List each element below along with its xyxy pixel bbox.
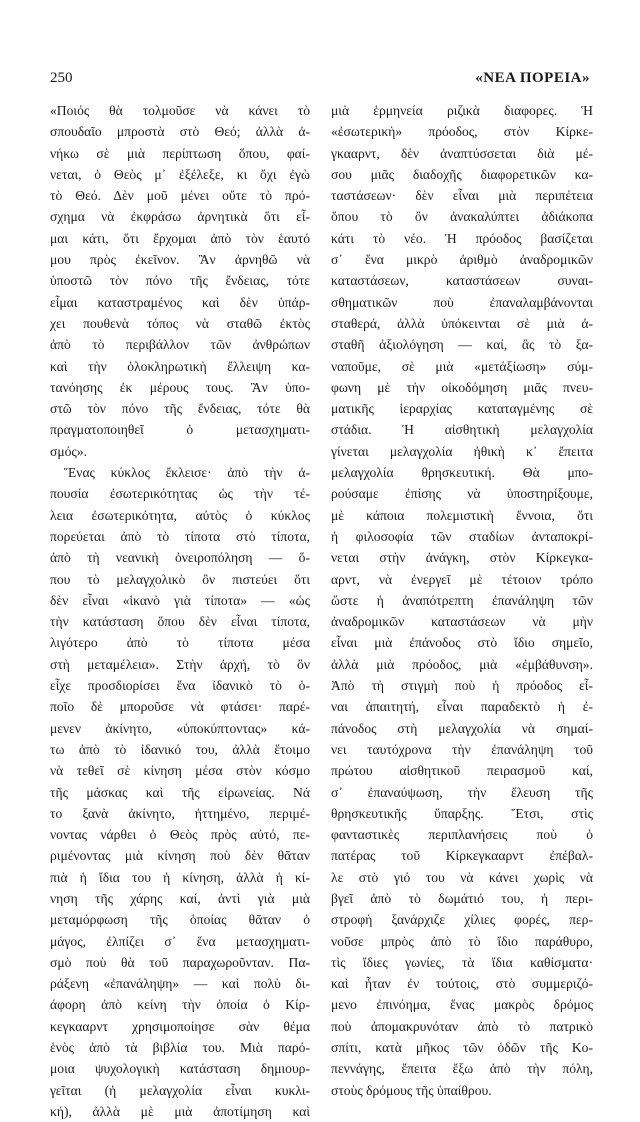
text-line: θρησκευτικῆς ὕπαρξης. Ἔτσι, στὶς: [331, 805, 593, 821]
text-line: νοῦσε μπρὸς ἀπὸ τὸ ἴδιο παράθυρο,: [331, 933, 593, 949]
text-line: σ᾽ ἐπαναύψωση, τὴν ἔλευση τῆς: [331, 784, 593, 800]
text-line: μάγος, ἐλπίζει σ᾽ ἕνα μετασχηματι-: [50, 933, 310, 949]
text-line: ποῖο δὲ μποροῦσε νὰ φτάσει· παρέ-: [50, 699, 310, 715]
text-line: νηση τῆς χάρης καί, ἀντὶ γιὰ μιὰ: [50, 890, 310, 906]
text-line: σπουδαῖο μπροστὰ στὸ Θεό; ἀλλὰ ἀ-: [50, 124, 310, 140]
text-line: ὑποστῶ τὸν πόνο τῆς ἔνδειας, τότε: [50, 273, 310, 289]
text-line: ταστάσεων· δὲν εἶναι μιὰ περιπέτεια: [331, 188, 593, 204]
text-line: ὥστε ἡ ἀναπότρεπτη ἐπανάληψη τῶν: [331, 592, 593, 608]
text-line: νεται στὴν ἀνάγκη, στὸν Κίρκεγκα-: [331, 550, 593, 566]
text-line: τὶς ἴδιες γωνίες, τὰ ἴδια καθίσματα·: [331, 954, 593, 970]
text-line: μαι κάτι, ὅτι ἔρχομαι ἀπὸ τὸν ἑαυτό: [50, 230, 310, 246]
text-line: ὅπου τὸ ὂν ἀνακαλύπτει ἀδιάκοπα: [331, 209, 593, 225]
text-line: κή), ἀλλὰ μὲ μιὰ ἀποτίμηση καὶ: [50, 1103, 310, 1119]
text-line: ἀπὸ τὴ νεανικὴ ὀνειροπόληση — ὅ-: [50, 550, 310, 566]
text-line: λεια ἐσωτερικότητα, αὐτὸς ὁ κύκλος: [50, 507, 310, 523]
text-line: ναι ἀπαιτητή, εἶναι παραδεκτὸ ἡ ἐ-: [331, 699, 593, 715]
text-line: σταθῆ ἀξιολόγηση — καί, ἂς τὸ ξα-: [331, 337, 593, 353]
text-line: χει πουθενὰ τόπος νὰ σταθῶ ἐκτὸς: [50, 315, 310, 331]
text-line: γκααρντ, δὲν ἀναπτύσσεται διὰ μέ-: [331, 145, 593, 161]
text-line: πραγματοποιηθεῖ ὁ μετασχηματι-: [50, 422, 310, 438]
text-line: στῶ τὸν πόνο τῆς ἔνδειας, τότε θὰ: [50, 401, 310, 417]
text-line: μενεν ἀκίνητο, «ὑποκύπτοντας» κά-: [50, 720, 310, 736]
text-line: πουσία ἐσωτερικότητας ὡς τὴν τέ-: [50, 486, 310, 502]
text-line: τανόησης ἐκ μέρους τους. Ἂν ὑπο-: [50, 379, 310, 395]
text-line: ἡ φιλοσοφία τῶν σταδίων ἀνταποκρί-: [331, 528, 593, 544]
text-line: μεταμόρφωση τῆς ὁποίας θᾶταν ὁ: [50, 912, 310, 928]
text-line: άφορη ἀπὸ κείνη τὴν ὁποία ὁ Κίρ-: [50, 997, 310, 1013]
text-line: Ἀπὸ τὴ στιγμὴ ποὺ ἡ πρόοδος εἶ-: [331, 678, 593, 694]
text-line: σθηματικῶν ποὺ ἐπαναλαμβάνονται: [331, 294, 593, 310]
text-line: νει ταυτόχρονα τὴν ἐπανάληψη τοῦ: [331, 741, 593, 757]
text-line: λιγότερο ἀπὸ τὸ τίποτα μέσα: [50, 635, 310, 651]
text-line: νοντας νάρθει ὁ Θεὸς πρὸς αὐτό, πε-: [50, 827, 310, 843]
text-line: μου πρὸς ἐκεῖνον. Ἂν ἀρνηθῶ νὰ: [50, 252, 310, 268]
text-line: «Ποιός θὰ τολμοῦσε νὰ κάνει τὸ: [50, 103, 310, 118]
text-line: βγεῖ ἀπὸ τὸ δωμάτιό του, ἡ περι-: [331, 890, 593, 906]
left-text-column: [50, 100, 310, 1122]
text-line: ἑνὸς ἀπὸ τὰ βιβλία του. Μιὰ παρό-: [50, 1040, 310, 1056]
text-line: νεται, ὁ Θεὸς μ᾽ ἐξέλεξε, κι ὄχι ἐγὼ: [50, 166, 310, 182]
text-line: σμός».: [50, 443, 87, 459]
text-line: εἶχε προσδιορίσει ἕνα ἰδανικὸ τὸ ὁ-: [50, 678, 310, 694]
text-line: εἶναι μιὰ ἐπάνοδος στὸ ἴδιο σημεῖο,: [331, 635, 593, 651]
text-line: γίνεται μελαγχολία ἠθικὴ κ᾽ ἔπειτα: [331, 443, 593, 459]
text-line: ποὺ ἀπομακρυνόταν ἀπὸ τὸ πατρικὸ: [331, 1018, 593, 1034]
text-line: κεγκααρντ χρησιμοποίησε σὰν θέμα: [50, 1018, 310, 1034]
text-line: γεῖται (ἡ μελαγχολία εἶναι κυκλι-: [50, 1082, 310, 1098]
text-line: πεννάγης, ἔπειτα ἔξω ἀπὸ τὴν πόλη,: [331, 1061, 593, 1077]
page-number: 250: [50, 70, 73, 86]
text-line: λε στὸ γιό του νὰ κάνει χωρὶς νὰ: [331, 869, 593, 885]
text-line: πορεύεται ἀπὸ τὸ τίποτα στὸ τίποτα,: [50, 528, 310, 544]
text-line: μὲ κάποια πολεμιστικὴ ἔννοια, ὅτι: [331, 507, 593, 523]
text-line: ἀπὸ τὸ περιβάλλον τῶν ἀνθρώπων: [50, 337, 310, 353]
text-line: στροφὴ ξανάρχιζε χίλιες φορές, περ-: [331, 912, 593, 928]
text-line: καταστάσεων, καταστάσεων συναι-: [331, 273, 593, 289]
text-line: δὲν εἶναι «ἱκανὸ γιὰ τίποτα» — «ὡς: [50, 592, 310, 608]
page-header: [50, 70, 590, 92]
text-line: καὶ ἦταν ἐν τούτοις, στὸ συμμεριζό-: [331, 976, 593, 992]
text-line: φανταστικὲς περιπλανήσεις ποὺ ὁ: [331, 827, 593, 843]
right-text-column: [331, 100, 593, 1101]
text-line: «ἐσωτερικὴ» πρόοδος, στὸν Κίρκε-: [331, 124, 593, 140]
text-line: πάνοδος στὴ μελαγχολία νὰ σημαί-: [331, 720, 593, 736]
text-line: ναποῦμε, σὲ μιὰ «μετάξίωση» σύμ-: [331, 358, 593, 374]
text-line: ἀλλὰ μιὰ πρόοδος, μιὰ «ἐμβάθυνση».: [331, 656, 593, 672]
text-line: ριμένοντας μιὰ κίνηση ποὺ δὲν θᾶταν: [50, 848, 310, 864]
text-line: μελαγχολία θρησκευτική. Θὰ μπο-: [331, 465, 593, 481]
text-line: τὸ Θεό. Δὲν μοῦ μένει οὔτε τὸ πρό-: [50, 188, 310, 204]
text-line: που τὸ μελαγχολικὸ ὂν πιστεύει ὅτι: [50, 571, 310, 587]
text-line: πατέρας τοῦ Κίρκεγκααρντ ἐπέβαλ-: [331, 848, 593, 864]
text-line: σ᾽ ἕνα μικρὸ ἀριθμὸ ἀναδρομικῶν: [331, 252, 593, 268]
text-line: εἶμαι καταστραμένος καὶ δὲν ὑπάρ-: [50, 294, 310, 310]
text-line: στοὺς δρόμους τῆς ὑπαίθρου.: [331, 1082, 492, 1098]
text-line: ἀναδρομικῶν καταστάσεων νὰ μὴν: [331, 614, 593, 630]
text-line: σταθερά, ἀλλὰ ὑπόκεινται σὲ μιὰ ἀ-: [331, 315, 593, 331]
text-line: αρντ, νὰ ἐνεργεῖ μὲ τέτοιον τρόπο: [331, 571, 593, 587]
text-line: ράξενη «ἐπανάληψη» — καὶ πολὺ δι-: [50, 976, 310, 992]
text-line: μοια ψυχολογικὴ κατάσταση δημιουρ-: [50, 1061, 310, 1077]
text-line: τῆς μάσκας καὶ τῆς εἰρωνείας. Νά: [50, 784, 310, 800]
text-line: νήκω σὲ μιὰ περίπτωση ὅπου, φαί-: [50, 145, 310, 161]
text-line: σου μιᾶς διαδοχῆς διαφορετικῶν κα-: [331, 166, 593, 182]
text-line: νὰ τεθεῖ σὲ κίνηση μέσα στὸν κόσμο: [50, 763, 310, 779]
running-title: «ΝΕΑ ΠΟΡΕΙΑ»: [475, 70, 590, 86]
text-line: σμὸ ποὺ θὰ τοῦ παραχωροῦνταν. Πα-: [50, 954, 310, 970]
text-line: στάδια. Ἡ αἰσθητικὴ μελαγχολία: [331, 422, 593, 438]
text-line: ματικῆς ἱεραρχίας καταταγμένης σὲ: [331, 401, 593, 417]
text-line: πρώτου αἰσθητικοῦ πειρασμοῦ καί,: [331, 763, 593, 779]
text-line: πιὰ ἡ ἴδια του ἡ κίνηση, ἀλλὰ ἡ κί-: [50, 869, 310, 885]
text-line: μενο ἐπινόημα, ἕνας μακρὸς δρόμος: [331, 997, 593, 1013]
text-line: κάτι τὸ νέο. Ἡ πρόοδος βασίζεται: [331, 230, 593, 246]
text-line: Ἕνας κύκλος ἔκλεισε· ἀπὸ τὴν ἀ-: [64, 465, 310, 481]
text-line: ρούσαμε ἐπίσης νὰ ὑποστηρίξουμε,: [331, 486, 593, 502]
text-line: στὴ μεταμέλεια». Στὴν ἀρχή, τὸ ὂν: [50, 656, 310, 672]
text-line: σπίτι, κατὰ μῆκος τῶν ὁδῶν τῆς Κο-: [331, 1040, 593, 1056]
text-line: τω ἀπὸ τὸ ἰδανικό του, ἀλλὰ ἕτοιμο: [50, 741, 310, 757]
text-line: σχημα νὰ ἐκφράσω ἀρνητικὰ ὅτι εἶ-: [50, 209, 310, 225]
text-line: μιὰ ἑρμηνεία ριζικὰ διαφορες. Ἡ: [331, 103, 593, 118]
text-line: φωνη μὲ τὴν οἰκοδόμηση μιᾶς πνευ-: [331, 379, 593, 395]
text-line: το ξανὰ ἀκίνητο, ἡττημένο, περιμέ-: [50, 805, 310, 821]
text-line: τὴν κατάσταση ὅπου δὲν εἶναι τίποτα,: [50, 614, 310, 630]
text-line: καὶ τὴν ὁλοκληρωτικὴ ἔλλειψη κα-: [50, 358, 310, 374]
